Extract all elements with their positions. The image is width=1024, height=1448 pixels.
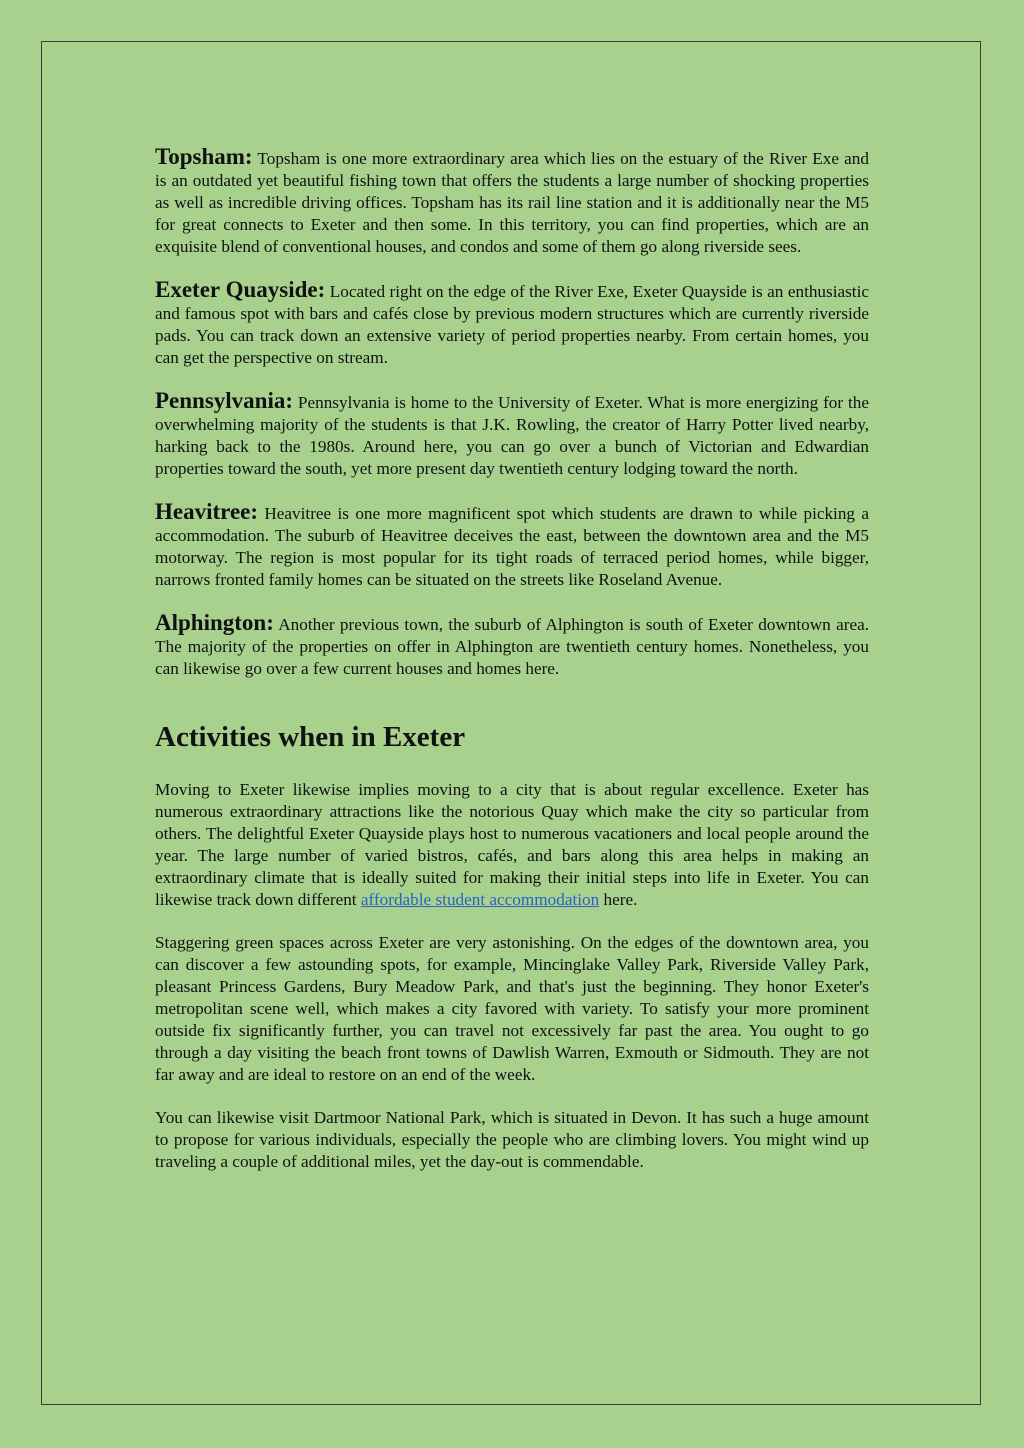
- area-paragraph: [155, 612, 869, 680]
- paragraph-text: here.: [599, 890, 638, 909]
- area-topsham: [155, 146, 869, 258]
- area-paragraph: [155, 501, 869, 591]
- activities-paragraph-3: You can likewise visit Dartmoor National Park, which is situated in Devon. It has such a huge amount to propose for various individuals, especially the people who are climbing lovers. You might wind up traveling a couple of additional miles, yet the day-out is commendable.: [155, 1108, 869, 1171]
- area-heavitree: [155, 501, 869, 591]
- area-name: Heavitree:: [155, 499, 259, 524]
- section-heading: Activities when in Exeter: [155, 721, 466, 753]
- area-alphington: [155, 612, 869, 680]
- area-name: Pennsylvania:: [155, 388, 294, 413]
- area-name: Topsham:: [155, 144, 253, 169]
- area-pennsylvania: [155, 390, 869, 480]
- area-paragraph: [155, 146, 869, 258]
- activities-paragraph-1: [155, 779, 869, 911]
- document-body: [155, 146, 869, 1194]
- area-exeter-quayside: [155, 279, 869, 369]
- area-paragraph: [155, 390, 869, 480]
- affordable-accommodation-link[interactable]: affordable student accommodation: [360, 890, 600, 909]
- paragraph-text: Moving to Exeter likewise implies moving to a city that is about regular excellence. Exeter has numerous extraordinary attractions like the notorious Quay which make the city so particular from others. The delightful Exeter Quayside plays host to numerous vacationers and local people around the year. The large number of varied bistros, cafés, and bars along this area helps in making an extraordinary climate that is ideally suited for making their initial steps into life in Exeter. You can likewise track down different: [155, 780, 869, 909]
- area-description: Another previous town, the suburb of Alphington is south of Exeter downtown area. The majority of the properties on offer in Alphington are twentieth century homes. Nonetheless, you can likewise go over a few current houses and homes here.: [155, 615, 869, 678]
- activities-paragraph-2: Staggering green spaces across Exeter are very astonishing. On the edges of the downtown area, you can discover a few astounding spots, for example, Mincinglake Valley Park, Riverside Valley Park, pleasant Princess Gardens, Bury Meadow Park, and that's just the beginning. They honor Exeter's metropolitan scene well, which makes a city favored with variety. To satisfy your more prominent outside fix significantly further, you can travel not excessively far past the area. You ought to go through a day visiting the beach front towns of Dawlish Warren, Exmouth or Sidmouth. They are not far away and are ideal to restore on an end of the week.: [155, 933, 869, 1084]
- area-name: Alphington:: [155, 610, 274, 635]
- area-name: Exeter Quayside:: [155, 277, 326, 302]
- area-description: Located right on the edge of the River Exe, Exeter Quayside is an enthusiastic and famous spot with bars and cafés close by previous modern structures which are currently riverside pads. You can track down an extensive variety of period properties nearby. From certain homes, you can get the perspective on stream.: [155, 282, 869, 367]
- area-description: Pennsylvania is home to the University of Exeter. What is more energizing for the overwhelming majority of the students is that J.K. Rowling, the creator of Harry Potter lived nearby, harking back to the 1980s. Around here, you can go over a bunch of Victorian and Edwardian properties toward the south, yet more present day twentieth century lodging toward the north.: [155, 393, 869, 478]
- area-description: Heavitree is one more magnificent spot which students are drawn to while picking a accommodation. The suburb of Heavitree deceives the east, between the downtown area and the M5 motorway. The region is most popular for its tight roads of terraced period homes, while bigger, narrows fronted family homes can be situated on the streets like Roseland Avenue.: [155, 504, 869, 589]
- area-description: Topsham is one more extraordinary area which lies on the estuary of the River Exe and is an outdated yet beautiful fishing town that offers the students a large number of shocking properties as well as incredible driving offices. Topsham has its rail line station and it is additionally near the M5 for great connects to Exeter and then some. In this territory, you can find properties, which are an exquisite blend of conventional houses, and condos and some of them go along riverside sees.: [155, 149, 869, 256]
- area-paragraph: [155, 279, 869, 369]
